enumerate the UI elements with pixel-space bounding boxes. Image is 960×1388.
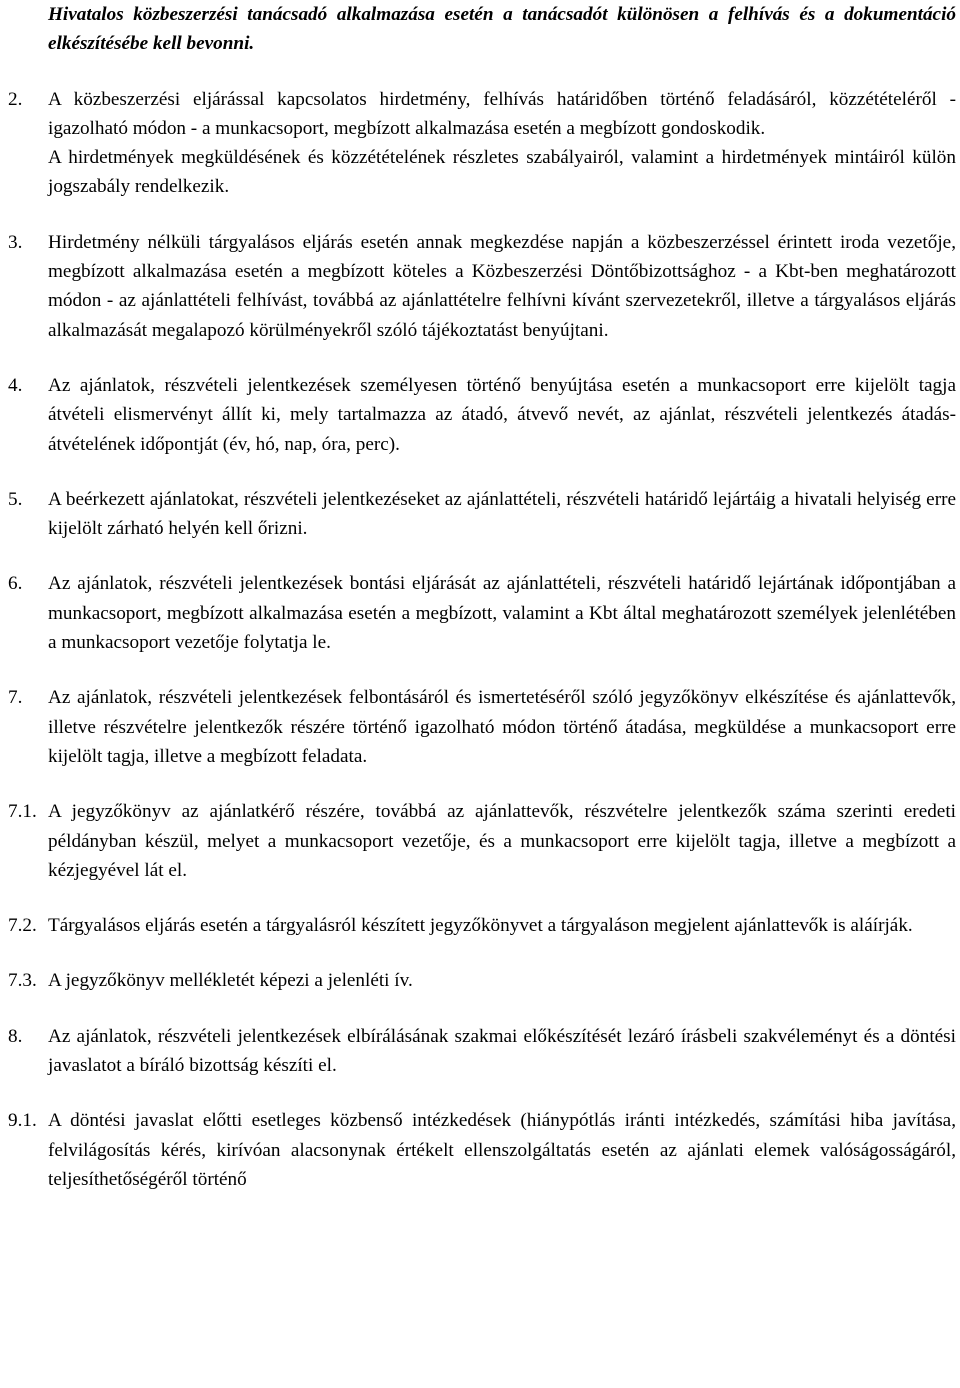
- section-6: [8, 569, 956, 657]
- section-number: 5.: [8, 488, 23, 510]
- section-7-2: [8, 911, 956, 940]
- section-4: [8, 371, 956, 459]
- section-2: [8, 85, 956, 202]
- section-number: 2.: [8, 88, 23, 110]
- section-number: 7.2.: [8, 915, 37, 937]
- section-text: Hirdetmény nélküli tárgyalásos eljárás esetén annak megkezdése napján a közbeszerzéssel érintett iroda vezetője, megbízott alkalmazása esetén a megbízott köteles a Közbeszerzési Döntőbizottsághoz - a Kbt-ben meghatározott módon - az ajánlattételi felhívást, továbbá az ajánlattételre felhívni kívánt szervezetekről, illetve a tárgyalásos eljárás alkalmazását megalapozó körülményekről szóló tájékoztatást benyújtani.: [48, 231, 956, 341]
- section-text: A jegyzőkönyv mellékletét képezi a jelenléti ív.: [48, 970, 413, 992]
- section-number: 6.: [8, 573, 23, 595]
- section-9-1: [8, 1106, 956, 1194]
- section-text: Az ajánlatok, részvételi jelentkezések felbontásáról és ismertetéséről szóló jegyzőkönyv elkészítése és ajánlattevők, illetve részvételre jelentkezők részére történő igazolható módon történő átadása, megküldése a munkacsoport erre kijelölt tagja, illetve a megbízott feladata.: [48, 687, 956, 767]
- section-7-3: [8, 966, 956, 995]
- section-3: [8, 228, 956, 345]
- intro-paragraph: Hivatalos közbeszerzési tanácsadó alkalmazása esetén a tanácsadót különösen a felhívás és a dokumentáció elkészítésébe kell bevonni.: [48, 4, 956, 55]
- section-text: Az ajánlatok, részvételi jelentkezések elbírálásának szakmai előkészítését lezáró írásbeli szakvéleményt és a döntési javaslatot a bíráló bizottság készíti el.: [48, 1025, 956, 1077]
- section-number: 7.1.: [8, 801, 37, 823]
- section-text: Tárgyalásos eljárás esetén a tárgyalásról készített jegyzőkönyvet a tárgyaláson megjelent ajánlattevők is aláírják.: [48, 915, 913, 937]
- section-text: A jegyzőkönyv az ajánlatkérő részére, továbbá az ajánlattevők, részvételre jelentkezők száma szerinti eredeti példányban készül, melyet a munkacsoport vezetője, és a munkacsoport erre kijelölt tagja, illetve a megbízott a kézjegyével lát el.: [48, 801, 956, 881]
- section-text: Az ajánlatok, részvételi jelentkezések személyesen történő benyújtása esetén a munkacsoport erre kijelölt tagja átvételi elismervényt állít ki, mely tartalmazza az átadó, átvevő nevét, az ajánlat, részvételi jelentkezés átadás-átvételének időpontját (év, hó, nap, óra, perc).: [48, 374, 956, 455]
- section-5: [8, 485, 956, 544]
- section-7: [8, 683, 956, 771]
- section-text: A közbeszerzési eljárással kapcsolatos hirdetmény, felhívás határidőben történő feladásáról, közzétételéről - igazolható módon - a munkacsoport, megbízott alkalmazása esetén a megbízott gondoskodik.: [48, 88, 956, 139]
- section-8: [8, 1022, 956, 1081]
- section-7-1: [8, 797, 956, 885]
- section-number: 3.: [8, 231, 23, 253]
- section-number: 8.: [8, 1025, 23, 1047]
- section-text-continued: A hirdetmények megküldésének és közzétételének részletes szabályairól, valamint a hirdetmények mintáiról külön jogszabály rendelkezik.: [48, 147, 956, 198]
- document-page: [8, 0, 956, 1194]
- section-text: A beérkezett ajánlatokat, részvételi jelentkezéseket az ajánlattételi, részvételi határidő lejártáig a hivatali helyiség erre kijelölt zárható helyén kell őrizni.: [48, 488, 956, 540]
- section-number: 4.: [8, 374, 23, 396]
- section-text: Az ajánlatok, részvételi jelentkezések bontási eljárását az ajánlattételi, részvételi határidő lejártának időpontjában a munkacsoport, megbízott alkalmazása esetén a megbízott, valamint a Kbt által meghatározott személyek jelenlétében a munkacsoport vezetője folytatja le.: [48, 573, 956, 654]
- section-number: 7.: [8, 687, 23, 709]
- section-text: A döntési javaslat előtti esetleges közbenső intézkedések (hiánypótlás iránti intézkedés, számítási hiba javítása, felvilágosítás kérés, kirívóan alacsonynak értékelt ellenszolgáltatás esetén az ajánlati elemek valóságosságáról, teljesíthetőségéről történő: [48, 1110, 956, 1190]
- section-number: 7.3.: [8, 970, 37, 992]
- section-number: 9.1.: [8, 1110, 37, 1132]
